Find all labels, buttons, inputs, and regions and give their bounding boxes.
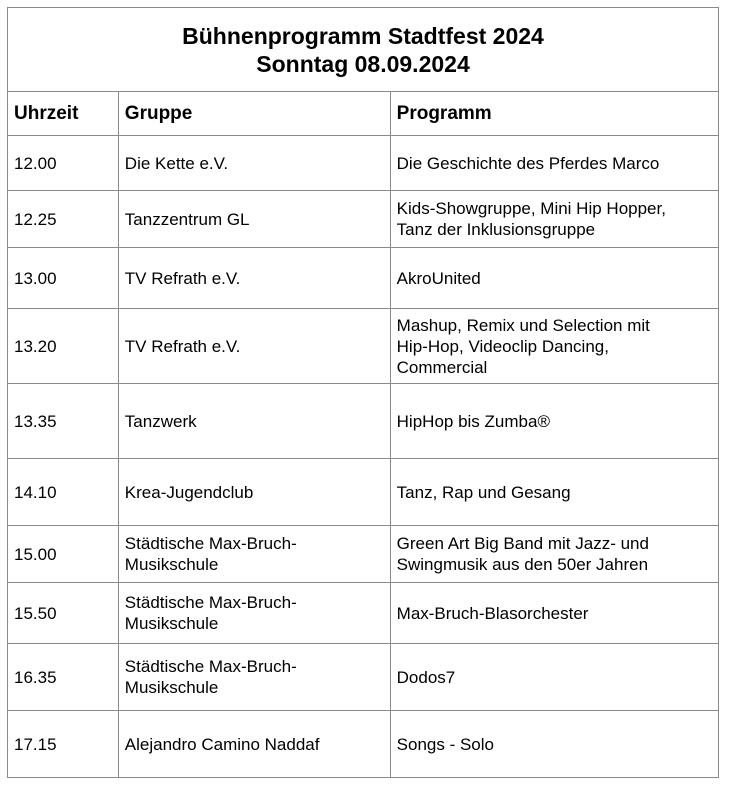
- program-cell: [390, 309, 718, 384]
- time-cell: 12.25: [8, 191, 119, 248]
- program-line: Tanz der Inklusionsgruppe: [396, 220, 596, 239]
- program-line: HipHop bis Zumba®: [396, 411, 550, 431]
- group-line: Die Kette e.V.: [124, 153, 229, 173]
- time-cell: 13.20: [8, 309, 119, 384]
- table-row: [8, 384, 719, 459]
- group-cell: [118, 136, 390, 191]
- table-row: [8, 248, 719, 309]
- title-cell: [8, 8, 719, 92]
- group-line: Städtische Max-Bruch-: [124, 657, 297, 676]
- group-cell: [118, 248, 390, 309]
- group-line: Musikschule: [124, 678, 219, 697]
- table-row: [8, 526, 719, 583]
- program-cell: [390, 248, 718, 309]
- program-cell: [390, 711, 718, 778]
- program-line: Kids-Showgruppe, Mini Hip Hopper,: [396, 199, 666, 218]
- group-line: TV Refrath e.V.: [124, 268, 241, 288]
- table-row: [8, 191, 719, 248]
- program-line: Dodos7: [396, 667, 456, 687]
- program-line: Hip-Hop, Videoclip Dancing,: [396, 336, 609, 356]
- program-cell: [390, 644, 718, 711]
- group-cell: [118, 711, 390, 778]
- program-cell: [390, 526, 718, 583]
- time-cell: 12.00: [8, 136, 119, 191]
- title-line-2: Sonntag 08.09.2024: [256, 50, 470, 77]
- group-cell: [118, 583, 390, 644]
- program-line: Tanz, Rap und Gesang: [396, 482, 571, 502]
- time-cell: 17.15: [8, 711, 119, 778]
- table-row: [8, 459, 719, 526]
- group-cell: [118, 384, 390, 459]
- header-time: Uhrzeit: [8, 92, 119, 136]
- table-row: [8, 644, 719, 711]
- group-line: Musikschule: [124, 555, 219, 574]
- group-line: Städtische Max-Bruch-: [124, 534, 297, 553]
- program-line: Die Geschichte des Pferdes Marco: [396, 153, 660, 173]
- schedule-table: [7, 7, 719, 778]
- group-line: TV Refrath e.V.: [124, 336, 241, 356]
- program-cell: [390, 136, 718, 191]
- program-line: Commercial: [396, 357, 488, 377]
- group-cell: [118, 526, 390, 583]
- program-line: AkroUnited: [396, 268, 481, 288]
- time-cell: 16.35: [8, 644, 119, 711]
- group-cell: [118, 644, 390, 711]
- program-cell: [390, 583, 718, 644]
- program-cell: [390, 459, 718, 526]
- program-cell: [390, 384, 718, 459]
- program-line: Swingmusik aus den 50er Jahren: [396, 555, 649, 574]
- header-group: Gruppe: [118, 92, 390, 136]
- time-cell: 13.35: [8, 384, 119, 459]
- program-cell: [390, 191, 718, 248]
- program-line: Max-Bruch-Blasorchester: [396, 603, 589, 623]
- header-row: [8, 92, 719, 136]
- program-line: Songs - Solo: [396, 734, 494, 754]
- table-row: [8, 136, 719, 191]
- group-cell: [118, 459, 390, 526]
- header-program: Programm: [390, 92, 718, 136]
- group-line: Tanzzentrum GL: [124, 209, 250, 229]
- time-cell: 13.00: [8, 248, 119, 309]
- group-cell: [118, 309, 390, 384]
- group-line: Tanzwerk: [124, 411, 197, 431]
- group-line: Musikschule: [124, 614, 219, 633]
- schedule-sheet: [7, 7, 719, 778]
- group-cell: [118, 191, 390, 248]
- table-row: [8, 711, 719, 778]
- table-row: [8, 583, 719, 644]
- program-line: Mashup, Remix und Selection mit: [396, 315, 650, 335]
- title-line-1: Bühnenprogramm Stadtfest 2024: [182, 22, 544, 49]
- table-row: [8, 309, 719, 384]
- title-row: [8, 8, 719, 92]
- program-line: Green Art Big Band mit Jazz- und: [396, 534, 649, 553]
- time-cell: 15.50: [8, 583, 119, 644]
- group-line: Alejandro Camino Naddaf: [124, 734, 320, 754]
- time-cell: 14.10: [8, 459, 119, 526]
- group-line: Krea-Jugendclub: [124, 482, 254, 502]
- group-line: Städtische Max-Bruch-: [124, 593, 297, 612]
- time-cell: 15.00: [8, 526, 119, 583]
